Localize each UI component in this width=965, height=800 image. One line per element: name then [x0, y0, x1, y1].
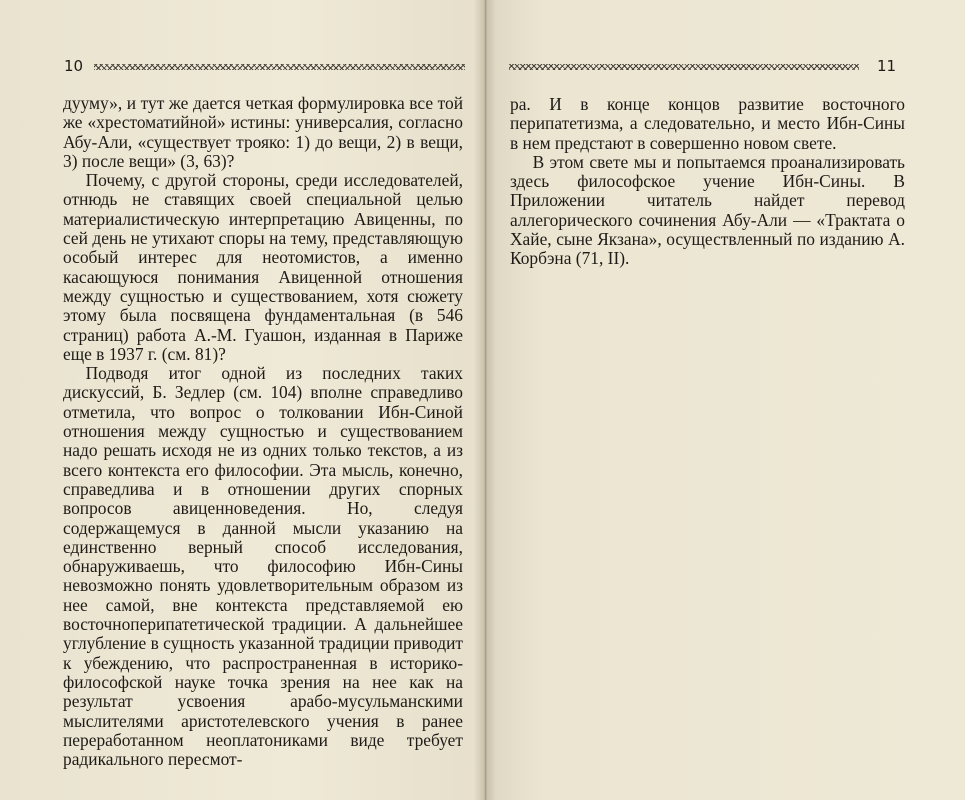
paragraph: В этом свете мы и попытаемся проанализировать здесь философское учение Ибн-Сины. В Приложении читатель найдет перевод аллегорического сочинения Абу-Али — «Трактата о Хайе, сыне Якзана», осуществленный по изданию А. Корбэна (71, II).	[510, 151, 905, 269]
page-number-left: 10	[64, 57, 84, 75]
paragraph: Почему, с другой стороны, среди исследователей, отнюдь не ставящих своей специальной целью материалистическую интерпретацию Авиценны, по сей день не утихают споры на тему, представляющую особый интерес для неотомистов, а именно касающуюся понимания Авиценной отношения между сущностью и существованием, хотя сюжету этому была посвящена фундаментальная (в 546 страниц) работа А.-М. Гуашон, изданная в Париже еще в 1937 г. (см. 81)?	[63, 170, 463, 364]
paragraph: Подводя итог одной из последних таких дискуссий, Б. Зедлер (см. 104) вполне справедливо отметила, что вопрос о толковании Ибн-Синой отношения между сущностью и существованием надо решать исходя не из одних только текстов, а из всего контекста его философии. Эта мысль, конечно, справедлива и в отношении других спорных вопросов авиценноведения. Но, следуя содержащемуся в данной мысли указанию на единственно верный способ исследования, обнаруживаешь, что философию Ибн-Сины невозможно понять удовлетворительным образом из нее самой, вне контекста представляемой ею восточноперипатетической традиции. А дальнейшее углубление в сущность указанной традиции приводит к убеждению, что распространенная в историко-философской науке точка зрения на нее как на результат усвоения арабо-мусульманскими мыслителями аристотелевского учения в ранее переработанном неоплатониками виде требует радикального пересмот-	[63, 363, 463, 770]
page-number-right: 11	[877, 57, 897, 75]
paragraph: ра. И в конце концов развитие восточного перипатетизма, а следовательно, и место Ибн-Сины в нем предстают в совершенно новом свете.	[510, 94, 905, 153]
book-gutter	[474, 0, 496, 800]
paragraph: дууму», и тут же дается четкая формулировка все той же «хрестоматийной» истины: универсалия, согласно Абу-Али, «существует трояко: 1) до вещи, 2) в вещи, 3) после вещи» (3, 63)?	[63, 93, 463, 171]
left-page-text	[63, 94, 463, 769]
header-ornament-left	[94, 64, 465, 70]
right-page-text	[510, 95, 905, 269]
right-page	[485, 0, 965, 800]
header-ornament-right	[509, 64, 859, 70]
